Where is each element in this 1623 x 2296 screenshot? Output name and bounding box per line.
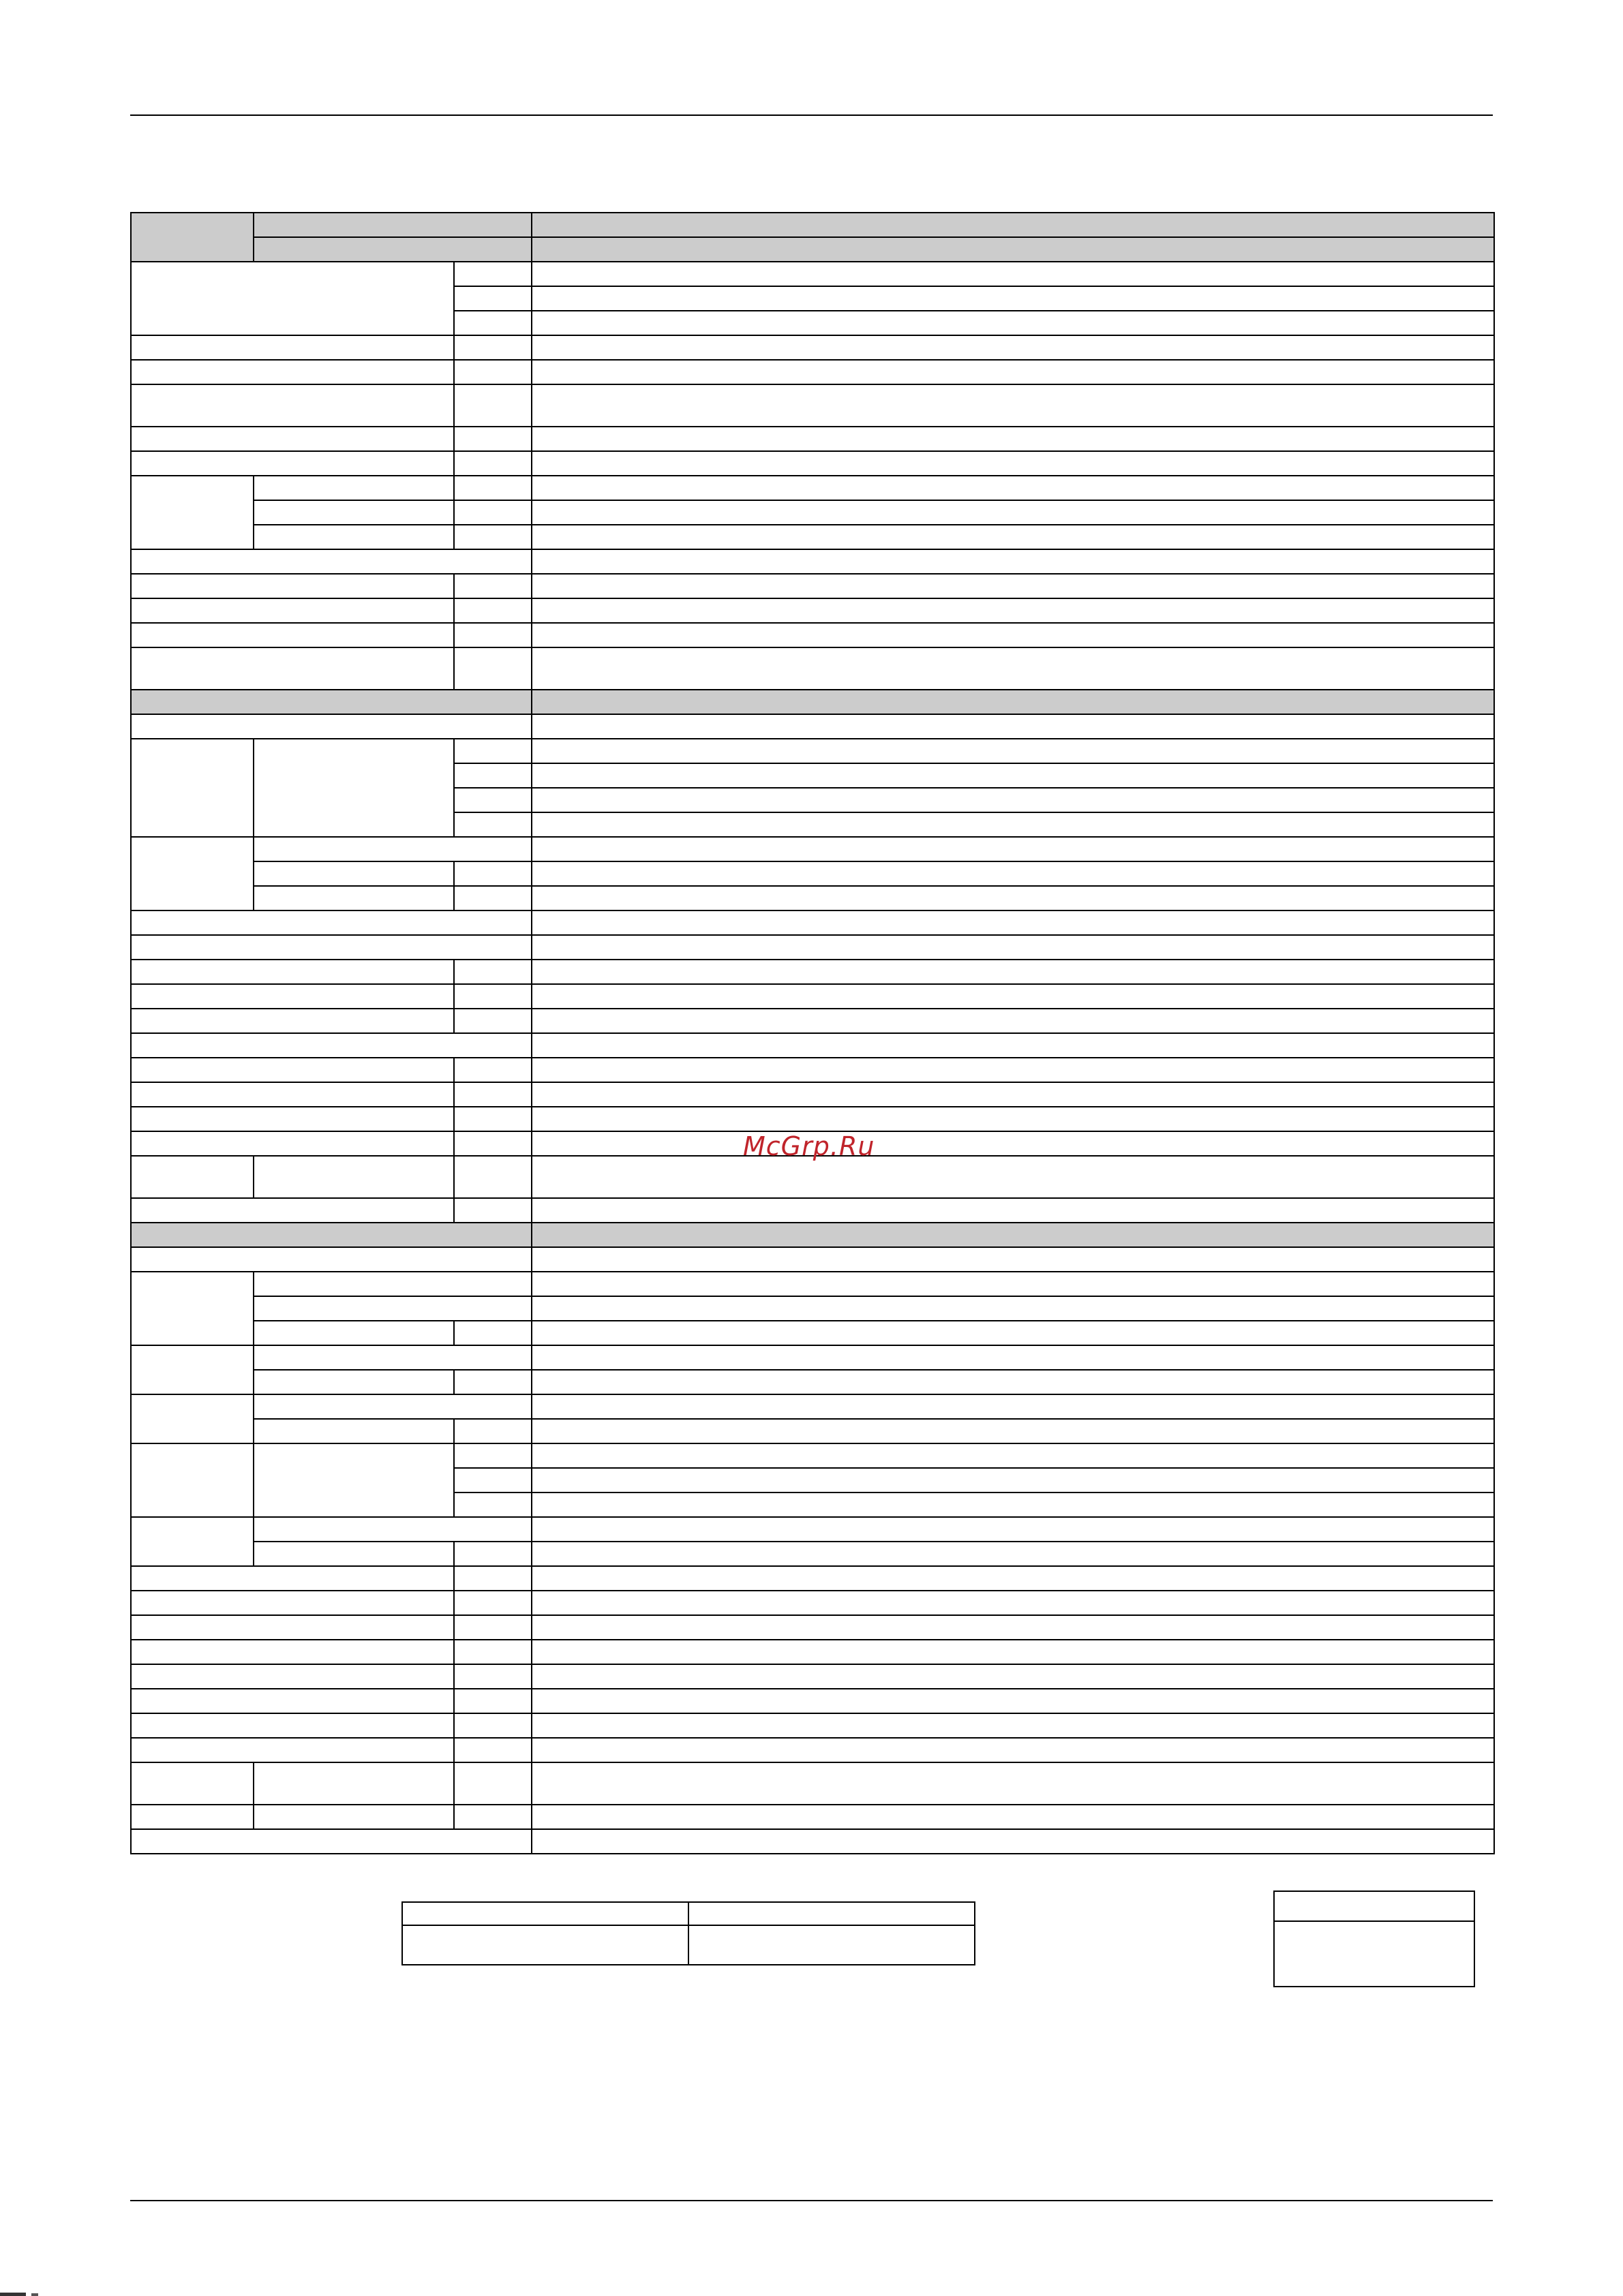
table-header-cell [532, 237, 1494, 262]
table-cell [131, 549, 532, 574]
table-cell [131, 1762, 254, 1805]
table-cell [254, 1394, 532, 1419]
table-row [131, 837, 1494, 861]
table-cell [532, 739, 1494, 763]
table-cell [131, 360, 454, 384]
table-cell [454, 1542, 532, 1566]
table-cell [454, 1107, 532, 1131]
table-cell [131, 739, 254, 837]
corner-scan-mark [0, 2289, 48, 2296]
table-row [131, 1345, 1494, 1370]
table-cell [532, 1370, 1494, 1394]
table-cell [532, 262, 1494, 286]
table-cell [532, 1247, 1494, 1272]
table-cell [532, 647, 1494, 690]
table-cell [131, 837, 254, 910]
table-row [131, 1321, 1494, 1345]
table-row [131, 861, 1494, 886]
table-cell [454, 1713, 532, 1738]
table-cell [454, 960, 532, 984]
table-cell [454, 1738, 532, 1762]
table-cell [454, 286, 532, 311]
table-cell [254, 886, 454, 910]
table-header-cell [254, 213, 532, 237]
table-cell [454, 1615, 532, 1640]
table-cell [532, 311, 1494, 335]
table-cell [254, 1542, 454, 1566]
table-cell [454, 647, 532, 690]
table-cell [454, 984, 532, 1009]
table-cell [131, 1805, 254, 1829]
table-row [131, 1566, 1494, 1591]
table-row [131, 598, 1494, 623]
table-row [131, 1033, 1494, 1058]
table-cell [532, 500, 1494, 525]
table-cell [532, 1443, 1494, 1468]
table-cell [131, 476, 254, 549]
table-cell [532, 1272, 1494, 1296]
table-row [131, 384, 1494, 427]
table-row [131, 984, 1494, 1009]
table-cell [532, 1107, 1494, 1131]
table-row [131, 1198, 1494, 1223]
table-cell [454, 1419, 532, 1443]
table-cell [454, 1198, 532, 1223]
table-cell [131, 1198, 454, 1223]
table-cell [131, 960, 454, 984]
footer-table-cell [688, 1925, 975, 1965]
section-header-cell [131, 1223, 532, 1247]
table-cell [454, 1468, 532, 1493]
table-cell [454, 384, 532, 427]
watermark-text: McGrp.Ru [743, 1131, 875, 1161]
footer-table-cell [402, 1925, 688, 1965]
header-rule [130, 114, 1493, 116]
section-header-row [131, 690, 1494, 714]
table-row [131, 739, 1494, 763]
table-cell [532, 549, 1494, 574]
table-cell [131, 1107, 454, 1131]
table-row [131, 1272, 1494, 1296]
table-cell [254, 1156, 454, 1198]
table-cell [131, 1517, 254, 1566]
table-cell [454, 360, 532, 384]
table-cell [254, 861, 454, 886]
section-header-row [131, 1223, 1494, 1247]
table-cell [454, 262, 532, 286]
table-cell [532, 1591, 1494, 1615]
table-cell [254, 525, 454, 549]
table-cell [254, 1370, 454, 1394]
table-cell [532, 1713, 1494, 1738]
table-cell [532, 1058, 1494, 1082]
table-cell [532, 525, 1494, 549]
table-cell [131, 647, 454, 690]
table-cell [254, 837, 532, 861]
table-cell [454, 739, 532, 763]
table-cell [131, 384, 454, 427]
table-cell [131, 1058, 454, 1082]
table-cell [131, 1345, 254, 1394]
table-cell [532, 1394, 1494, 1419]
table-cell [131, 1247, 532, 1272]
table-cell [131, 1394, 254, 1443]
table-cell [532, 960, 1494, 984]
table-row [131, 1058, 1494, 1082]
table-cell [532, 574, 1494, 598]
table-cell [454, 311, 532, 335]
table-cell [254, 1443, 454, 1517]
table-cell [532, 1762, 1494, 1805]
table-cell [454, 1321, 532, 1345]
table-cell [532, 598, 1494, 623]
table-cell [131, 1829, 532, 1854]
table-cell [454, 500, 532, 525]
table-row [131, 1082, 1494, 1107]
table-cell [254, 1321, 454, 1345]
table-cell [532, 763, 1494, 788]
table-row [131, 1542, 1494, 1566]
table-header-cell [131, 213, 254, 262]
table-cell [532, 861, 1494, 886]
table-cell [532, 1738, 1494, 1762]
table-cell [532, 788, 1494, 812]
table-cell [532, 335, 1494, 360]
table-cell [532, 1009, 1494, 1033]
table-cell [532, 837, 1494, 861]
table-cell [131, 262, 454, 335]
table-row [131, 1689, 1494, 1713]
table-cell [131, 1082, 454, 1107]
table-cell [454, 427, 532, 451]
table-cell [454, 1082, 532, 1107]
table-header-cell [254, 237, 532, 262]
table-cell [454, 886, 532, 910]
table-cell [131, 1131, 454, 1156]
table-cell [254, 500, 454, 525]
table-cell [532, 1829, 1494, 1854]
table-row [131, 1615, 1494, 1640]
table-cell [454, 1566, 532, 1591]
footer-rule [130, 2200, 1493, 2201]
table-cell [532, 1664, 1494, 1689]
table-row [131, 1443, 1494, 1468]
table-cell [532, 1156, 1494, 1198]
table-cell [254, 1345, 532, 1370]
table-row [131, 1517, 1494, 1542]
table-cell [454, 861, 532, 886]
section-header-cell [131, 690, 532, 714]
table-row [131, 525, 1494, 549]
table-row [131, 1738, 1494, 1762]
table-cell [532, 1082, 1494, 1107]
table-cell [131, 714, 532, 739]
table-cell [532, 1615, 1494, 1640]
table-cell [254, 476, 454, 500]
table-cell [454, 763, 532, 788]
table-cell [532, 623, 1494, 647]
footer-table-cell [688, 1902, 975, 1925]
table-cell [254, 1272, 532, 1296]
specification-table [130, 212, 1495, 1854]
table-row [131, 360, 1494, 384]
table-cell [131, 1591, 454, 1615]
table-cell [454, 1689, 532, 1713]
table-cell [454, 1664, 532, 1689]
table-cell [131, 1566, 454, 1591]
table-cell [454, 335, 532, 360]
table-cell [131, 935, 532, 960]
table-cell [532, 384, 1494, 427]
table-cell [532, 1542, 1494, 1566]
table-row [131, 1247, 1494, 1272]
table-cell [131, 984, 454, 1009]
table-row [131, 1591, 1494, 1615]
table-row [131, 1762, 1494, 1805]
table-row [131, 574, 1494, 598]
table-row [131, 1640, 1494, 1664]
table-row [131, 1713, 1494, 1738]
table-row [131, 1664, 1494, 1689]
table-row [131, 714, 1494, 739]
table-cell [454, 1156, 532, 1198]
table-cell [532, 286, 1494, 311]
table-row [131, 647, 1494, 690]
table-row [131, 262, 1494, 286]
table-cell [532, 984, 1494, 1009]
table-cell [532, 1345, 1494, 1370]
table-row [131, 1107, 1494, 1131]
table-row [131, 1296, 1494, 1321]
table-cell [131, 574, 454, 598]
table-cell [454, 1762, 532, 1805]
table-cell [532, 1198, 1494, 1223]
table-cell [454, 451, 532, 476]
footer-table [401, 1901, 975, 1965]
table-cell [454, 1058, 532, 1082]
table-cell [532, 1566, 1494, 1591]
table-row [131, 886, 1494, 910]
stamp-box-cell [1274, 1921, 1474, 1987]
table-cell [131, 623, 454, 647]
table-cell [454, 1640, 532, 1664]
table-cell [454, 1009, 532, 1033]
table-cell [254, 1419, 454, 1443]
table-row [131, 451, 1494, 476]
table-cell [131, 1640, 454, 1664]
table-row [131, 1394, 1494, 1419]
table-cell [532, 1493, 1494, 1517]
table-cell [532, 714, 1494, 739]
table-cell [454, 1493, 532, 1517]
table-cell [131, 1272, 254, 1345]
table-cell [454, 574, 532, 598]
table-cell [454, 1131, 532, 1156]
table-cell [532, 1640, 1494, 1664]
table-cell [131, 1738, 454, 1762]
table-cell [454, 598, 532, 623]
table-cell [532, 1805, 1494, 1829]
table-cell [532, 910, 1494, 935]
table-cell [454, 812, 532, 837]
table-cell [454, 1443, 532, 1468]
table-cell [131, 910, 532, 935]
footer-table-cell [402, 1902, 688, 1925]
table-cell [532, 1517, 1494, 1542]
table-cell [532, 1321, 1494, 1345]
table-row [131, 1156, 1494, 1198]
table-row [131, 1009, 1494, 1033]
table-cell [532, 1033, 1494, 1058]
table-row [131, 910, 1494, 935]
table-cell [532, 1419, 1494, 1443]
table-cell [454, 788, 532, 812]
table-cell [131, 1443, 254, 1517]
table-cell [532, 427, 1494, 451]
table-cell [254, 1296, 532, 1321]
table-cell [532, 886, 1494, 910]
table-row [131, 960, 1494, 984]
table-cell [254, 1762, 454, 1805]
table-row [131, 1829, 1494, 1854]
stamp-box-cell [1274, 1891, 1474, 1921]
table-cell [454, 525, 532, 549]
table-cell [131, 1689, 454, 1713]
table-row [131, 476, 1494, 500]
table-row [131, 427, 1494, 451]
table-cell [454, 623, 532, 647]
table-row [131, 1805, 1494, 1829]
table-cell [131, 1713, 454, 1738]
table-cell [131, 1156, 254, 1198]
table-cell [454, 1591, 532, 1615]
table-cell [131, 1664, 454, 1689]
table-cell [131, 598, 454, 623]
table-cell [532, 812, 1494, 837]
table-cell [532, 360, 1494, 384]
table-cell [131, 451, 454, 476]
table-cell [532, 935, 1494, 960]
table-cell [532, 451, 1494, 476]
table-cell [131, 335, 454, 360]
table-cell [532, 476, 1494, 500]
table-cell [254, 1805, 454, 1829]
section-header-cell [532, 1223, 1494, 1247]
table-cell [131, 1615, 454, 1640]
table-cell [454, 1805, 532, 1829]
table-cell [532, 1468, 1494, 1493]
table-row [131, 549, 1494, 574]
stamp-box [1273, 1891, 1475, 1987]
table-cell [532, 1689, 1494, 1713]
table-row [131, 1370, 1494, 1394]
section-header-cell [532, 690, 1494, 714]
table-row [131, 623, 1494, 647]
table-cell [454, 476, 532, 500]
table-cell [532, 1131, 1494, 1156]
table-header-cell [532, 213, 1494, 237]
table-cell [131, 1009, 454, 1033]
table-row [131, 1419, 1494, 1443]
table-cell [131, 427, 454, 451]
table-row [131, 935, 1494, 960]
table-row [131, 500, 1494, 525]
table-cell [454, 1370, 532, 1394]
table-row [131, 335, 1494, 360]
table-cell [532, 1296, 1494, 1321]
table-cell [131, 1033, 532, 1058]
table-cell [254, 1517, 532, 1542]
table-cell [254, 739, 454, 837]
